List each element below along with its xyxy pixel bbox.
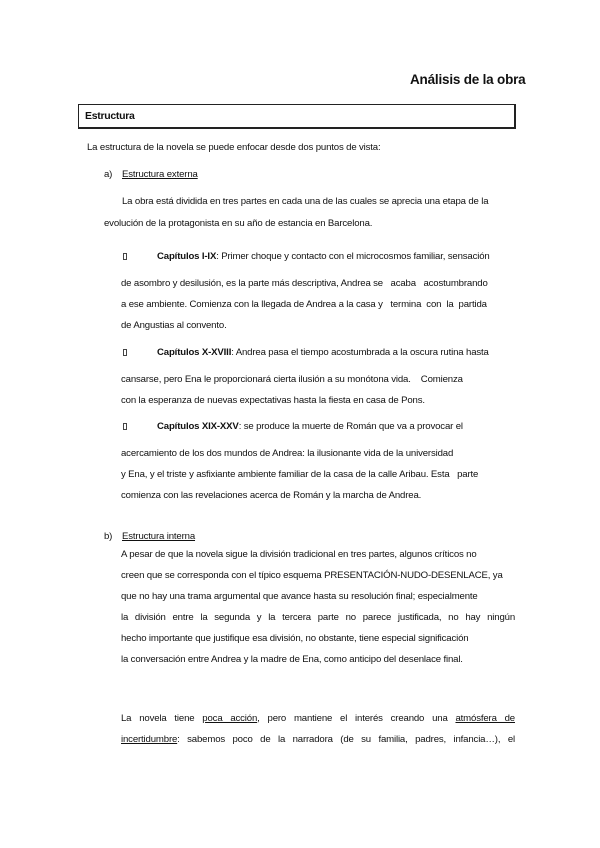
bullet-icon — [123, 253, 127, 260]
bullet-item-3-text: : se produce la muerte de Román que va a provocar el — [238, 421, 463, 432]
bullet-item-3-first-line — [157, 421, 463, 432]
text: La novela tiene — [121, 713, 203, 724]
paragraph-line: creen que se corresponda con el típico esquema PRESENTACIÓN-NUDO-DESENLACE, ya — [121, 570, 503, 581]
paragraph-line: comienza con las revelaciones acerca de Román y la marcha de Andrea. — [121, 490, 422, 501]
subheading-external: Estructura externa — [122, 169, 198, 180]
paragraph-line: acercamiento de los dos mundos de Andrea: la ilusionante vida de la universidad — [121, 448, 454, 459]
text: , pero mantiene el interés creando una — [257, 713, 456, 724]
closing-line-2 — [121, 734, 515, 745]
intro-text: La estructura de la novela se puede enfocar desde dos puntos de vista: — [87, 142, 381, 153]
paragraph-line: y Ena, y el triste y asfixiante ambiente familiar de la casa de la calle Aribau. Esta parte — [121, 469, 479, 480]
paragraph-line: a ese ambiente. Comienza con la llegada de Andrea a la casa y termina con la partida — [121, 299, 487, 310]
bullet-icon — [123, 423, 127, 430]
text: : sabemos poco de la narradora (de su familia, padres, infancia…), el — [177, 734, 515, 745]
paragraph-line: de asombro y desilusión, es la parte más descriptiva, Andrea se acaba acostumbrando — [121, 278, 488, 289]
bullet-icon — [123, 349, 127, 356]
bullet-item-2-text: : Andrea pasa el tiempo acostumbrada a la oscura rutina hasta — [231, 347, 489, 358]
bullet-item-1-first-line — [157, 251, 490, 262]
bullet-item-1-text: : Primer choque y contacto con el microcosmos familiar, sensación — [216, 251, 490, 262]
paragraph-line: la conversación entre Andrea y la madre de Ena, como anticipo del desenlace final. — [121, 654, 463, 665]
paragraph-line: hecho importante que justifique esa división, no obstante, tiene especial significación — [121, 633, 469, 644]
paragraph-line: cansarse, pero Ena le proporcionará cierta ilusión a su monótona vida. Comienza — [121, 374, 463, 385]
paragraph-line: La obra está dividida en tres partes en cada una de las cuales se aprecia una etapa de la — [122, 196, 489, 207]
underlined-phrase: atmósfera de — [455, 713, 515, 724]
bullet-item-2-title: Capítulos X-XVIII — [157, 347, 232, 358]
subheading-internal: Estructura interna — [122, 531, 196, 542]
bullet-item-2-first-line — [157, 347, 489, 358]
underlined-phrase: poca acción — [202, 713, 258, 724]
page-title: Análisis de la obra — [410, 72, 526, 87]
paragraph-line: que no hay una trama argumental que avance hasta su resolución final; especialmente — [121, 591, 478, 602]
closing-line-1 — [121, 713, 515, 724]
paragraph-line: A pesar de que la novela sigue la división tradicional en tres partes, algunos críticos no — [121, 549, 477, 560]
paragraph-line: con la esperanza de nuevas expectativas hasta la fiesta en casa de Pons. — [121, 395, 425, 406]
list-marker-a: a) — [104, 169, 113, 180]
underlined-phrase: incertidumbre — [121, 734, 178, 745]
bullet-item-3-title: Capítulos XIX-XXV — [157, 421, 239, 432]
paragraph-line: evolución de la protagonista en su año de estancia en Barcelona. — [104, 218, 373, 229]
section-heading: Estructura — [85, 110, 135, 122]
list-marker-b: b) — [104, 531, 113, 542]
paragraph-line: la división entre la segunda y la tercera parte no parece justificada, no hay ningún — [121, 612, 515, 623]
paragraph-line: de Angustias al convento. — [121, 320, 227, 331]
section-heading-box — [78, 104, 516, 129]
bullet-item-1-title: Capítulos I-IX — [157, 251, 217, 262]
